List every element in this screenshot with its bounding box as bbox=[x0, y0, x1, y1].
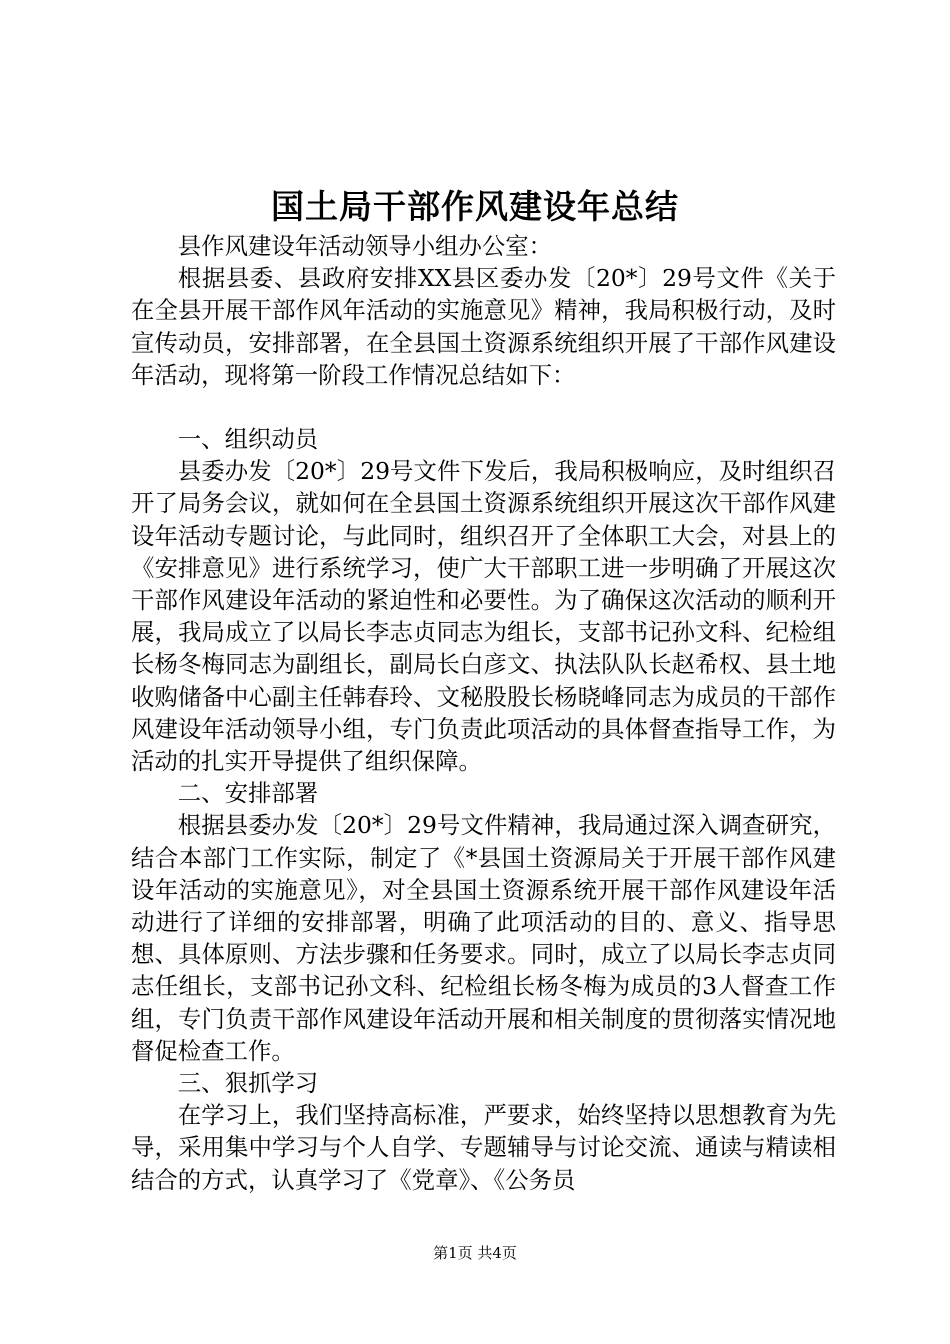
salutation: 县作风建设年活动领导小组办公室： bbox=[177, 232, 553, 260]
document-title: 国土局干部作风建设年总结 bbox=[271, 187, 679, 226]
page-footer: 第1页 共4页 bbox=[433, 1244, 517, 1262]
section-heading: 一、组织动员 bbox=[177, 425, 319, 454]
section-heading: 二、安排部署 bbox=[177, 779, 319, 808]
document-body bbox=[131, 230, 836, 1196]
section-paragraph: 在学习上，我们坚持高标准，严要求，始终坚持以思想教育为先导，采用集中学习与个人自学、专题辅导与讨论交流、通读与精读相结合的方式，认真学习了《党章》、《公务员 bbox=[131, 1101, 836, 1194]
section-paragraph: 根据县委办发〔20*〕29号文件精神，我局通过深入调查研究，结合本部门工作实际，制定了《*县国土资源局关于开展干部作风建设年活动的实施意见》，对全县国土资源系统开展干部作风建设年活动进行了详细的安排部署，明确了此项活动的目的、意义、指导思想、具体原则、方法步骤和任务要求。同时，成立了以局长李志贞同志任组长，支部书记孙文科、纪检组长杨冬梅为成员的3人督查工作组，专门负责干部作风建设年活动开展和相关制度的贯彻落实情况地督促检查工作。 bbox=[131, 811, 836, 1065]
section-heading: 三、狠抓学习 bbox=[177, 1069, 319, 1098]
section-paragraph: 县委办发〔20*〕29号文件下发后，我局积极响应，及时组织召开了局务会议，就如何在全县国土资源系统组织开展这次干部作风建设年活动专题讨论，与此同时，组织召开了全体职工大会，对县上的《安排意见》进行系统学习，使广大干部职工进一步明确了开展这次干部作风建设年活动的紧迫性和必要性。为了确保这次活动的顺利开展，我局成立了以局长李志贞同志为组长，支部书记孙文科、纪检组长杨冬梅同志为副组长，副局长白彦文、执法队队长赵希权、县土地收购储备中心副主任韩春玲、文秘股股长杨晓峰同志为成员的干部作风建设年活动领导小组，专门负责此项活动的具体督查指导工作，为活动的扎实开导提供了组织保障。 bbox=[131, 457, 836, 776]
intro-paragraph: 根据县委、县政府安排XX县区委办发〔20*〕29号文件《关于在全县开展干部作风年活动的实施意见》精神，我局积极行动，及时宣传动员，安排部署，在全县国土资源系统组织开展了干部作风建设年活动，现将第一阶段工作情况总结如下： bbox=[131, 264, 836, 389]
